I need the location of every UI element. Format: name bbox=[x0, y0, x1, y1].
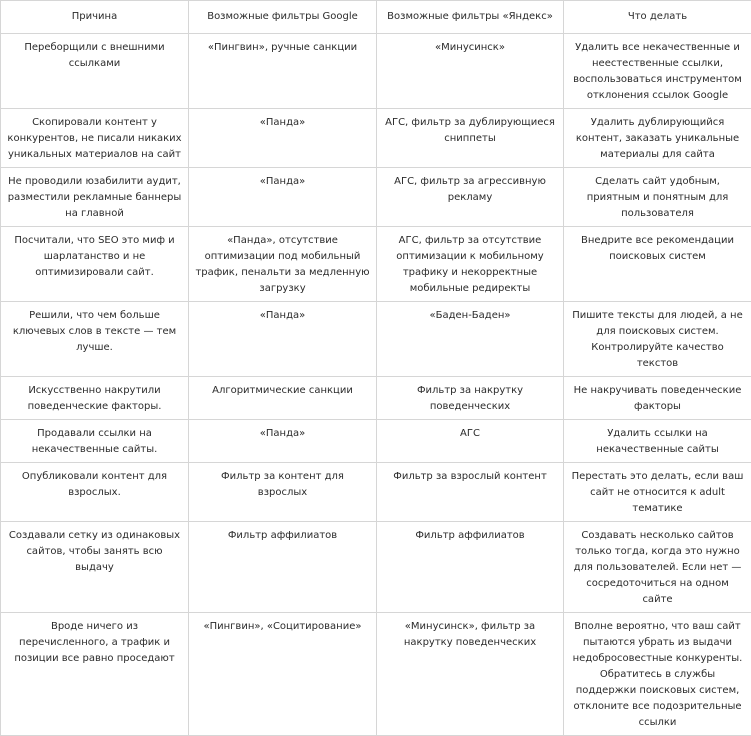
cell-action: Вполне вероятно, что ваш сайт пытаются убрать из выдачи недобросовестные конкуренты. Обратитесь в службы поддержки поисковых систем, отклоните все подозрительные ссылки bbox=[564, 613, 751, 736]
header-what-to-do: Что делать bbox=[564, 1, 751, 34]
cell-google: «Панда» bbox=[189, 420, 377, 463]
cell-yandex: «Минусинск», фильтр за накрутку поведенческих bbox=[377, 613, 564, 736]
cell-reason: Опубликовали контент для взрослых. bbox=[1, 463, 189, 522]
cell-action: Сделать сайт удобным, приятным и понятным для пользователя bbox=[564, 168, 751, 227]
cell-yandex: Фильтр за взрослый контент bbox=[377, 463, 564, 522]
cell-action: Не накручивать поведенческие факторы bbox=[564, 377, 751, 420]
cell-reason: Не проводили юзабилити аудит, разместили рекламные баннеры на главной bbox=[1, 168, 189, 227]
table-row bbox=[1, 613, 751, 736]
cell-reason: Решили, что чем больше ключевых слов в тексте — тем лучше. bbox=[1, 302, 189, 377]
cell-google: Фильтр за контент для взрослых bbox=[189, 463, 377, 522]
table-row bbox=[1, 34, 751, 109]
cell-reason: Искусственно накрутили поведенческие факторы. bbox=[1, 377, 189, 420]
table-row bbox=[1, 463, 751, 522]
header-google-filters: Возможные фильтры Google bbox=[189, 1, 377, 34]
header-reason: Причина bbox=[1, 1, 189, 34]
table-row bbox=[1, 522, 751, 613]
header-yandex-filters: Возможные фильтры «Яндекс» bbox=[377, 1, 564, 34]
cell-reason: Вроде ничего из перечисленного, а трафик и позиции все равно проседают bbox=[1, 613, 189, 736]
cell-google: «Пингвин», ручные санкции bbox=[189, 34, 377, 109]
table-row bbox=[1, 168, 751, 227]
cell-yandex: «Баден-Баден» bbox=[377, 302, 564, 377]
cell-action: Создавать несколько сайтов только тогда, когда это нужно для пользователей. Если нет — сосредоточиться на одном сайте bbox=[564, 522, 751, 613]
cell-yandex: АГС, фильтр за агрессивную рекламу bbox=[377, 168, 564, 227]
cell-yandex: Фильтр за накрутку поведенческих bbox=[377, 377, 564, 420]
cell-action: Удалить дублирующийся контент, заказать уникальные материалы для сайта bbox=[564, 109, 751, 168]
table-header-row bbox=[1, 1, 751, 34]
cell-yandex: АГС, фильтр за отсутствие оптимизации к мобильному трафику и некорректные мобильные редиректы bbox=[377, 227, 564, 302]
table-row bbox=[1, 420, 751, 463]
cell-action: Пишите тексты для людей, а не для поисковых систем. Контролируйте качество текстов bbox=[564, 302, 751, 377]
cell-google: «Панда», отсутствие оптимизации под мобильный трафик, пенальти за медленную загрузку bbox=[189, 227, 377, 302]
cell-reason: Посчитали, что SEO это миф и шарлатанство и не оптимизировали сайт. bbox=[1, 227, 189, 302]
cell-yandex: Фильтр аффилиатов bbox=[377, 522, 564, 613]
table-row bbox=[1, 227, 751, 302]
cell-reason: Скопировали контент у конкурентов, не писали никаких уникальных материалов на сайт bbox=[1, 109, 189, 168]
cell-google: «Панда» bbox=[189, 168, 377, 227]
cell-google: «Пингвин», «Социтирование» bbox=[189, 613, 377, 736]
cell-action: Удалить ссылки на некачественные сайты bbox=[564, 420, 751, 463]
cell-google: Алгоритмические санкции bbox=[189, 377, 377, 420]
table-row bbox=[1, 302, 751, 377]
table-row bbox=[1, 109, 751, 168]
table-row bbox=[1, 377, 751, 420]
cell-google: Фильтр аффилиатов bbox=[189, 522, 377, 613]
cell-google: «Панда» bbox=[189, 109, 377, 168]
cell-yandex: АГС, фильтр за дублирующиеся сниппеты bbox=[377, 109, 564, 168]
cell-action: Внедрите все рекомендации поисковых систем bbox=[564, 227, 751, 302]
cell-reason: Создавали сетку из одинаковых сайтов, чтобы занять всю выдачу bbox=[1, 522, 189, 613]
cell-action: Перестать это делать, если ваш сайт не относится к adult тематике bbox=[564, 463, 751, 522]
cell-reason: Продавали ссылки на некачественные сайты. bbox=[1, 420, 189, 463]
cell-reason: Переборщили с внешними ссылками bbox=[1, 34, 189, 109]
cell-google: «Панда» bbox=[189, 302, 377, 377]
cell-action: Удалить все некачественные и неестественные ссылки, воспользоваться инструментом отклонения ссылок Google bbox=[564, 34, 751, 109]
cell-yandex: АГС bbox=[377, 420, 564, 463]
cell-yandex: «Минусинск» bbox=[377, 34, 564, 109]
